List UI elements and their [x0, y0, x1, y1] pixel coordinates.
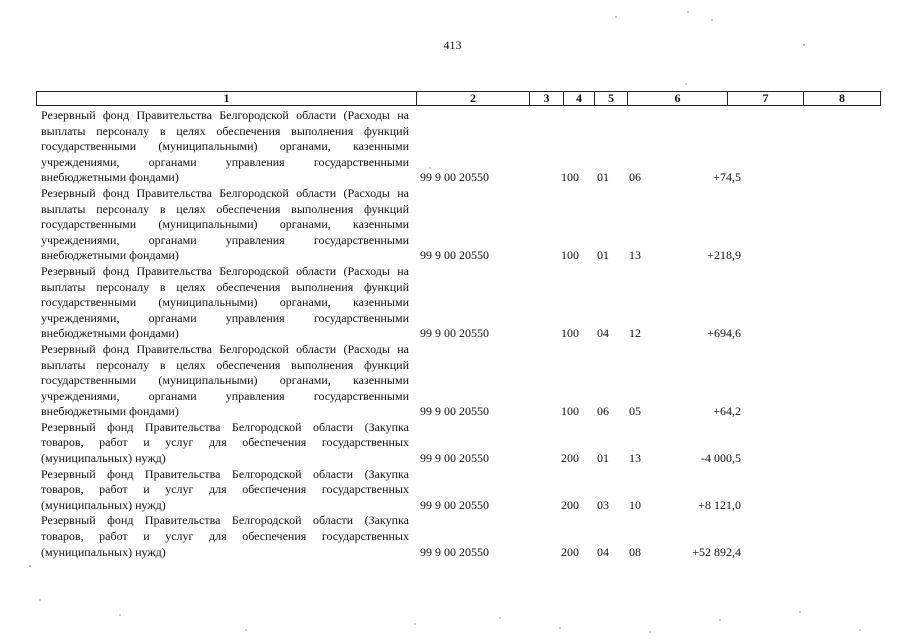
row-amount: -4 000,5: [701, 451, 741, 466]
table-row: [0, 264, 905, 342]
row-subsection: 12: [629, 326, 641, 341]
row-section: 01: [597, 170, 609, 185]
header-col-8: 8: [804, 92, 881, 106]
row-amount: +218,9: [707, 248, 741, 263]
row-description: Резервный фонд Правительства Белгородской области (Расходы на выплаты персоналу в целях обеспечения выполнения функций государственными (муниципальными) органами, казенными учреждениями, органами управления государственными внебюджетными фондами): [41, 185, 409, 263]
row-description: Резервный фонд Правительства Белгородской области (Закупка товаров, работ и услуг для обеспечения государственных (муниципальных) нужд): [41, 513, 409, 559]
row-section: 03: [597, 497, 609, 512]
row-subsection: 13: [629, 248, 641, 263]
row-target-code: 99 9 00 20550: [420, 170, 489, 185]
row-target-code: 99 9 00 20550: [420, 451, 489, 466]
header-col-1: 1: [37, 92, 417, 106]
budget-rows: [0, 108, 905, 560]
row-description: Резервный фонд Правительства Белгородской области (Закупка товаров, работ и услуг для обеспечения государственных (муниципальных) нужд): [41, 419, 409, 466]
table-row: [0, 342, 905, 420]
row-expense-type: 200: [561, 451, 579, 466]
header-col-2: 2: [417, 92, 530, 106]
row-expense-type: 100: [561, 170, 579, 185]
row-description: Резервный фонд Правительства Белгородской области (Расходы на выплаты персоналу в целях обеспечения выполнения функций государственными (муниципальными) органами, казенными учреждениями, органами управления государственными внебюджетными фондами): [41, 263, 409, 341]
row-subsection: 08: [629, 544, 641, 559]
row-section: 04: [597, 544, 609, 559]
row-section: 06: [597, 404, 609, 419]
header-col-6: 6: [628, 92, 728, 106]
table-row: [0, 467, 905, 514]
table-row: [0, 420, 905, 467]
table-row: [0, 513, 905, 560]
row-expense-type: 100: [561, 326, 579, 341]
row-expense-type: 200: [561, 544, 579, 559]
header-col-4: 4: [564, 92, 595, 106]
page-number: 413: [443, 38, 462, 52]
row-description: Резервный фонд Правительства Белгородской области (Закупка товаров, работ и услуг для обеспечения государственных (муниципальных) нужд): [41, 466, 409, 512]
row-target-code: 99 9 00 20550: [420, 248, 489, 263]
header-col-7: 7: [728, 92, 804, 106]
table-row: [0, 108, 905, 186]
row-amount: +74,5: [713, 170, 741, 185]
row-description: Резервный фонд Правительства Белгородской области (Расходы на выплаты персоналу в целях обеспечения выполнения функций государственными (муниципальными) органами, казенными учреждениями, органами управления государственными внебюджетными фондами): [41, 341, 409, 419]
row-subsection: 13: [629, 451, 641, 466]
row-target-code: 99 9 00 20550: [420, 497, 489, 512]
row-expense-type: 100: [561, 404, 579, 419]
header-col-3: 3: [530, 92, 564, 106]
row-section: 01: [597, 248, 609, 263]
row-expense-type: 200: [561, 497, 579, 512]
header-row: [37, 92, 881, 106]
row-amount: +8 121,0: [698, 497, 741, 512]
row-description: Резервный фонд Правительства Белгородской области (Расходы на выплаты персоналу в целях обеспечения выполнения функций государственными (муниципальными) органами, казенными учреждениями, органами управления государственными внебюджетными фондами): [41, 108, 409, 185]
column-header-table: [36, 91, 881, 106]
row-target-code: 99 9 00 20550: [420, 544, 489, 559]
row-amount: +694,6: [707, 326, 741, 341]
row-expense-type: 100: [561, 248, 579, 263]
row-subsection: 10: [629, 497, 641, 512]
row-subsection: 06: [629, 170, 641, 185]
row-section: 04: [597, 326, 609, 341]
header-col-5: 5: [595, 92, 628, 106]
row-target-code: 99 9 00 20550: [420, 404, 489, 419]
table-row: [0, 186, 905, 264]
row-amount: +64,2: [713, 404, 741, 419]
row-section: 01: [597, 451, 609, 466]
row-subsection: 05: [629, 404, 641, 419]
row-amount: +52 892,4: [692, 544, 741, 559]
row-target-code: 99 9 00 20550: [420, 326, 489, 341]
